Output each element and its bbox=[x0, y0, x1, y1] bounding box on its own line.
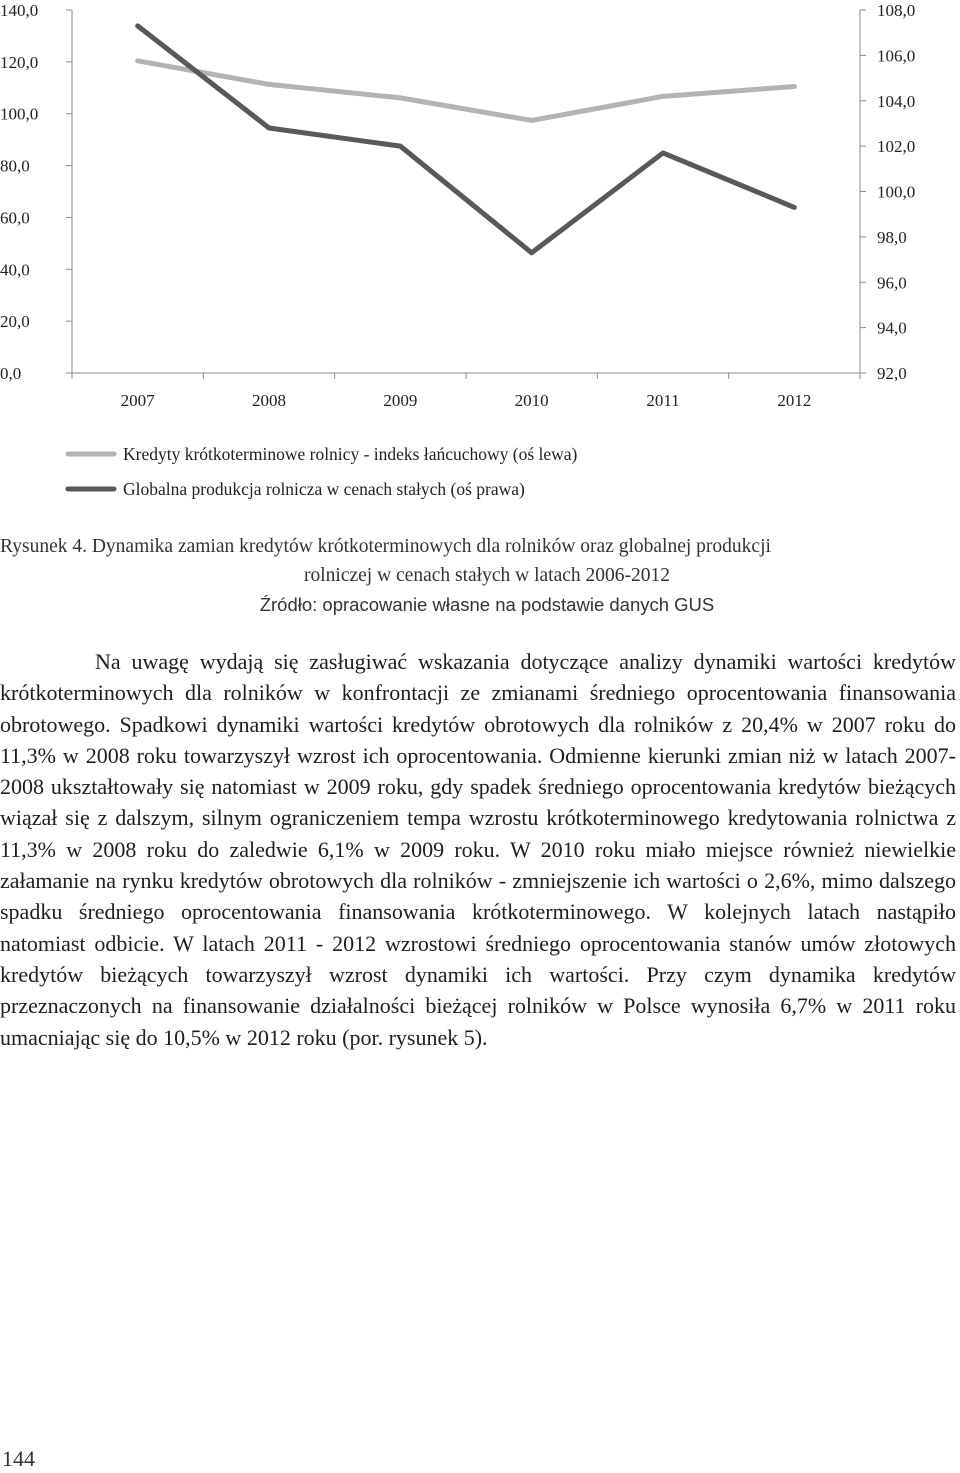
x-tick-label: 2012 bbox=[777, 391, 812, 410]
right-tick-label: 96,0 bbox=[877, 273, 907, 293]
right-tick-label: 108,0 bbox=[877, 1, 916, 20]
line-chart bbox=[0, 0, 960, 520]
x-axis-tick-labels bbox=[121, 391, 812, 410]
figure-caption bbox=[0, 532, 960, 619]
right-tick-label: 94,0 bbox=[877, 318, 907, 338]
left-tick-label: 40,0 bbox=[0, 260, 30, 280]
left-tick-label: 80,0 bbox=[0, 156, 30, 176]
x-tick-label: 2010 bbox=[514, 391, 549, 410]
chart-series bbox=[138, 26, 795, 253]
right-axis-tick-labels bbox=[877, 1, 915, 383]
legend-label-1: Kredyty krótkoterminowe rolnicy - indeks łańcuchowy (oś lewa) bbox=[123, 444, 578, 464]
x-tick-label: 2008 bbox=[252, 391, 286, 410]
body-paragraph: Na uwagę wydają się zasługiwać wskazania dotyczące analizy dynamiki wartości kredytów krótkoterminowych dla rolników w konfrontacji ze zmianami średniego oprocentowania finansowania obrotowego. Spadkowi dynamiki wartości kredytów obrotowych dla rolników z 20,4% w 2007 roku do 11,3% w 2008 roku towarzyszył wzrost ich oprocentowania. Odmienne kierunki zmian niż w latach 2007-2008 ukształtowały się natomiast w 2009 roku, gdy spadek średniego oprocentowania kredytów bieżących wiązał się z dalszym, silnym ograniczeniem tempa wzrostu krótkoterminowego kredytowania rolnictwa z 11,3% w 2008 roku do zaledwie 6,1% w 2009 roku. W 2010 roku miało miejsce również niewielkie załamanie na rynku kredytów obrotowych dla rolników - zmniejszenie ich wartości o 2,6%, mimo dalszego spadku średniego oprocentowania finansowania krótkoterminowego. W kolejnych latach nastąpiło natomiast odbicie. W latach 2011 - 2012 wzrostowi średniego oprocentowania stanów umów złotowych kredytów bieżących towarzyszył wzrost dynamiki ich wartości. Przy czym dynamika kredytów przeznaczonych na finansowanie działalności bieżącej rolników w Polsce wynosiła 6,7% w 2011 roku umacniając się do 10,5% w 2012 roku (por. rysunek 5). bbox=[0, 649, 956, 1050]
legend-label-2: Globalna produkcja rolnicza w cenach stałych (oś prawa) bbox=[123, 479, 525, 499]
caption-source: Źródło: opracowanie własne na podstawie danych GUS bbox=[259, 594, 715, 615]
chart-legend bbox=[68, 444, 578, 499]
left-tick-label: 0,0 bbox=[0, 364, 22, 383]
series-line-2 bbox=[138, 26, 795, 253]
series-line-1 bbox=[138, 61, 795, 121]
right-tick-label: 100,0 bbox=[877, 182, 916, 202]
left-tick-label: 120,0 bbox=[0, 52, 39, 72]
right-tick-label: 92,0 bbox=[877, 364, 907, 383]
page-number: 144 bbox=[2, 1446, 35, 1471]
body-text bbox=[0, 646, 956, 1053]
right-tick-label: 104,0 bbox=[877, 91, 916, 111]
x-tick-label: 2009 bbox=[383, 391, 418, 410]
left-tick-label: 100,0 bbox=[0, 104, 39, 124]
right-tick-label: 102,0 bbox=[877, 137, 916, 157]
left-tick-label: 140,0 bbox=[0, 1, 39, 20]
x-tick-label: 2007 bbox=[120, 391, 155, 410]
right-tick-label: 106,0 bbox=[877, 46, 916, 66]
left-axis-tick-labels bbox=[0, 1, 38, 383]
x-tick-label: 2011 bbox=[646, 391, 680, 410]
caption-title-line1: Rysunek 4. Dynamika zamian kredytów krótkoterminowych dla rolników oraz globalnej produkcji bbox=[0, 536, 771, 557]
caption-title-line2: rolniczej w cenach stałych w latach 2006-2012 bbox=[303, 565, 671, 586]
left-tick-label: 60,0 bbox=[0, 208, 30, 228]
right-tick-label: 98,0 bbox=[877, 227, 907, 247]
left-tick-label: 20,0 bbox=[0, 312, 30, 332]
